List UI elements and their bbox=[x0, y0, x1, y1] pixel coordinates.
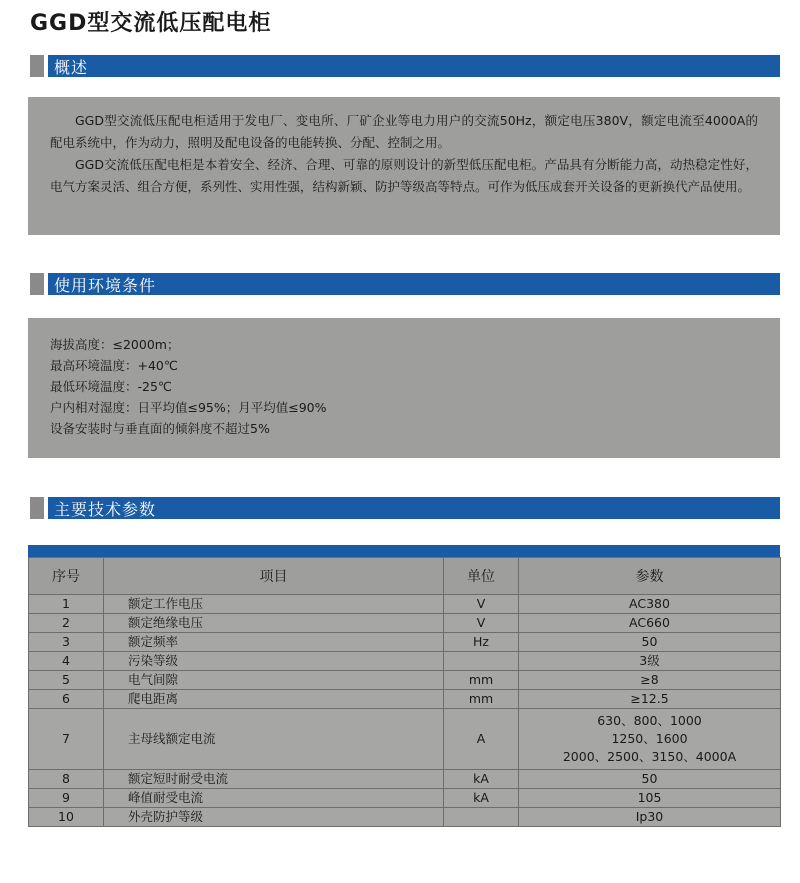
cell-no: 4 bbox=[29, 652, 104, 671]
cell-unit: Hz bbox=[444, 633, 519, 652]
table-row bbox=[29, 690, 781, 709]
table-row bbox=[29, 595, 781, 614]
cell-unit: mm bbox=[444, 690, 519, 709]
column-header-unit: 单位 bbox=[444, 558, 519, 595]
table-top-bar bbox=[28, 545, 780, 557]
cell-item: 额定频率 bbox=[104, 633, 444, 652]
section-marker bbox=[30, 273, 48, 295]
value-line: 2000、2500、3150、4000A bbox=[562, 749, 737, 764]
table-row bbox=[29, 808, 781, 827]
env-tilt: 设备安装时与垂直面的倾斜度不超过5% bbox=[50, 421, 270, 436]
cell-value: AC660 bbox=[519, 614, 781, 633]
section-title-specs: 主要技术参数 bbox=[54, 499, 157, 519]
cell-no: 8 bbox=[29, 770, 104, 789]
cell-item: 峰值耐受电流 bbox=[104, 789, 444, 808]
cell-no: 10 bbox=[29, 808, 104, 827]
cell-value: Ip30 bbox=[519, 808, 781, 827]
cell-item: 额定绝缘电压 bbox=[104, 614, 444, 633]
column-header-value: 参数 bbox=[519, 558, 781, 595]
table-row bbox=[29, 770, 781, 789]
table-row bbox=[29, 709, 781, 770]
env-min-temp: 最低环境温度：-25℃ bbox=[50, 379, 172, 394]
cell-item: 额定短时耐受电流 bbox=[104, 770, 444, 789]
value-line: 630、800、1000 bbox=[597, 713, 702, 728]
overview-paragraph-2: GGD交流低压配电柜是本着安全、经济、合理、可靠的原则设计的新型低压配电柜。产品具有分断能力高，动热稳定性好，电气方案灵活、组合方便，系列性、实用性强，结构新颖、防护等级高等特点。可作为低压成套开关设备的更新换代产品使用。 bbox=[50, 157, 758, 194]
cell-value-multiline bbox=[519, 709, 781, 770]
cell-unit: V bbox=[444, 614, 519, 633]
table-header-row bbox=[29, 558, 781, 595]
env-altitude: 海拔高度：≤2000m； bbox=[50, 337, 180, 352]
section-title-overview: 概述 bbox=[54, 57, 89, 77]
environment-panel bbox=[28, 318, 780, 458]
table-row bbox=[29, 652, 781, 671]
cell-value: 105 bbox=[519, 789, 781, 808]
table-row bbox=[29, 671, 781, 690]
cell-value: AC380 bbox=[519, 595, 781, 614]
overview-panel bbox=[28, 97, 780, 235]
cell-no: 1 bbox=[29, 595, 104, 614]
cell-item: 外壳防护等级 bbox=[104, 808, 444, 827]
specs-table bbox=[28, 557, 781, 827]
specs-table-container bbox=[28, 545, 780, 827]
cell-item: 污染等级 bbox=[104, 652, 444, 671]
section-marker bbox=[30, 497, 48, 519]
cell-item: 额定工作电压 bbox=[104, 595, 444, 614]
cell-value: ≥8 bbox=[519, 671, 781, 690]
value-line: 1250、1600 bbox=[611, 731, 688, 746]
cell-item: 主母线额定电流 bbox=[104, 709, 444, 770]
section-marker bbox=[30, 55, 48, 77]
table-row bbox=[29, 789, 781, 808]
cell-no: 9 bbox=[29, 789, 104, 808]
cell-value: 3级 bbox=[519, 652, 781, 671]
table-row bbox=[29, 614, 781, 633]
cell-no: 6 bbox=[29, 690, 104, 709]
section-header-specs bbox=[30, 497, 780, 519]
cell-no: 5 bbox=[29, 671, 104, 690]
cell-unit bbox=[444, 652, 519, 671]
section-title-environment: 使用环境条件 bbox=[54, 275, 157, 295]
column-header-no: 序号 bbox=[29, 558, 104, 595]
cell-item: 爬电距离 bbox=[104, 690, 444, 709]
env-humidity: 户内相对湿度：日平均值≤95%；月平均值≤90% bbox=[50, 400, 327, 415]
column-header-item: 项目 bbox=[104, 558, 444, 595]
cell-no: 7 bbox=[29, 709, 104, 770]
cell-value: ≥12.5 bbox=[519, 690, 781, 709]
cell-unit: kA bbox=[444, 770, 519, 789]
cell-value: 50 bbox=[519, 633, 781, 652]
cell-unit: kA bbox=[444, 789, 519, 808]
cell-no: 3 bbox=[29, 633, 104, 652]
cell-unit: V bbox=[444, 595, 519, 614]
cell-item: 电气间隙 bbox=[104, 671, 444, 690]
cell-unit: mm bbox=[444, 671, 519, 690]
env-max-temp: 最高环境温度：+40℃ bbox=[50, 358, 178, 373]
page-title: GGD型交流低压配电柜 bbox=[30, 11, 272, 36]
cell-no: 2 bbox=[29, 614, 104, 633]
cell-unit bbox=[444, 808, 519, 827]
table-row bbox=[29, 633, 781, 652]
section-header-overview bbox=[30, 55, 780, 77]
cell-unit: A bbox=[444, 709, 519, 770]
overview-paragraph-1: GGD型交流低压配电柜适用于发电厂、变电所、厂矿企业等电力用户的交流50Hz，额定电压380V，额定电流至4000A的配电系统中，作为动力，照明及配电设备的电能转换、分配、控制之用。 bbox=[50, 113, 758, 150]
cell-value: 50 bbox=[519, 770, 781, 789]
section-header-environment bbox=[30, 273, 780, 295]
